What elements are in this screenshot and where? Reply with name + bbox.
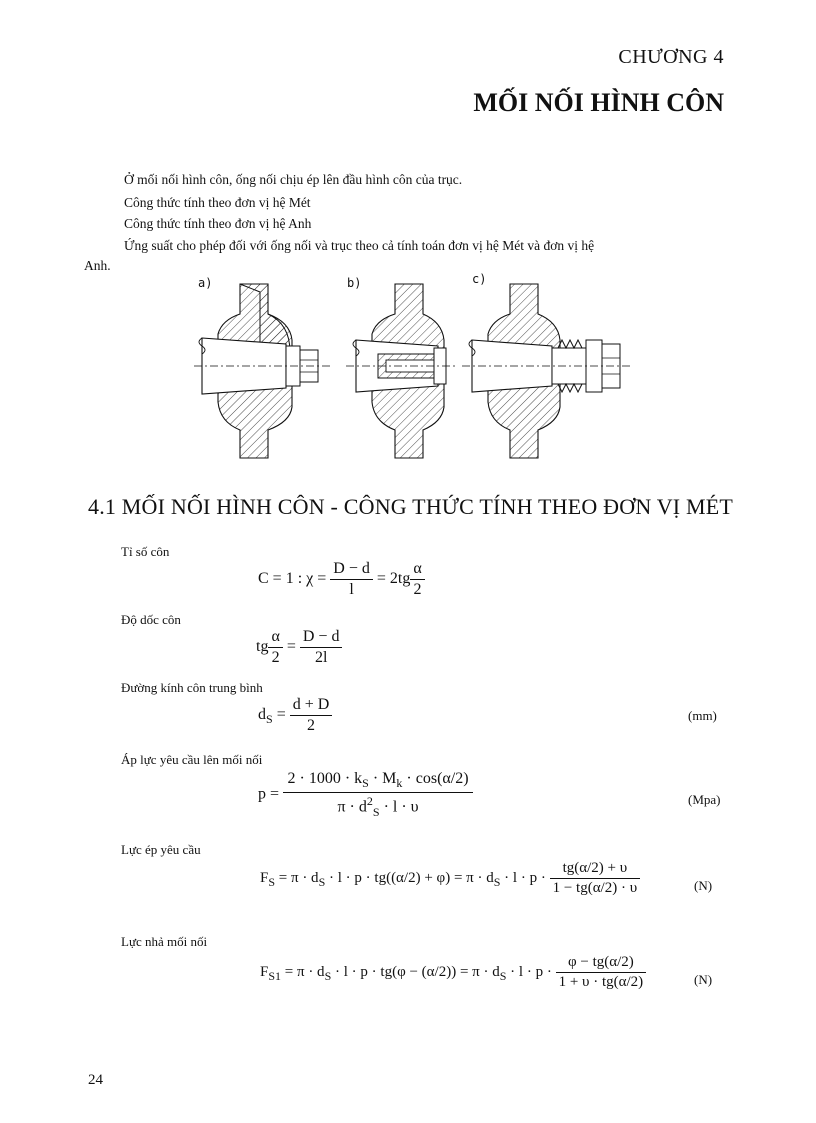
pressure-label: Áp lực yêu cầu lên mối nối bbox=[121, 752, 263, 767]
press-force-formula: $F_S = \pi \cdot d_S \cdot l \cdot p \cdot tg((\alpha/2) + \varphi) = \pi \cdot d_S \cdot l \cdot p$ · $\frac{tg(\alpha/2) + \upsilon}{1 - tg(\alpha/2) \cdot \upsilon}$ bbox=[260, 860, 640, 897]
pressure-unit: (Mpa) bbox=[688, 792, 721, 807]
intro-line-3: Công thức tính theo đơn vị hệ Anh bbox=[124, 216, 312, 231]
intro-line-4: Ứng suất cho phép đối với ống nối và trục theo cả tính toán đơn vị hệ Mét và đơn vị hệ bbox=[124, 238, 595, 253]
release-force-label: Lực nhả mối nối bbox=[121, 934, 208, 949]
figure-b-drawing bbox=[346, 284, 458, 458]
slope-label: Độ dốc côn bbox=[121, 612, 181, 627]
pressure-formula: p = $\frac{2 \cdot 1000 \cdot k_S \cdot M_k \cdot \cos(\alpha/2)}{\pi \cdot d^2_S \cdot l \cdot \upsilon}$ bbox=[258, 770, 473, 820]
release-force-unit: (N) bbox=[694, 972, 713, 987]
mean-diameter-formula: $d_S$ = $\frac{d + D}{2}$ bbox=[258, 696, 332, 735]
press-force-unit: (N) bbox=[694, 878, 713, 893]
chapter-title: MỐI NỐI HÌNH CÔN bbox=[473, 88, 724, 117]
taper-ratio-label: Tỉ số côn bbox=[121, 544, 170, 559]
section-heading: 4.1 MỐI NỐI HÌNH CÔN - CÔNG THỨC TÍNH THEO ĐƠN VỊ MÉT bbox=[88, 494, 734, 519]
chapter-number: CHƯƠNG 4 bbox=[618, 46, 724, 68]
coupling-figure bbox=[180, 262, 640, 472]
intro-line-1: Ở mối nối hình côn, ống nối chịu ép lên đầu hình côn của trục. bbox=[124, 172, 463, 187]
taper-ratio-formula: C = 1 : χ = $\frac{D - d}{l}$ = 2tg $\frac{\alpha}{2}$ bbox=[258, 560, 425, 599]
mean-diameter-unit: (mm) bbox=[688, 708, 717, 723]
intro-line-5: Anh. bbox=[84, 258, 111, 273]
press-force-label: Lực ép yêu cầu bbox=[121, 842, 201, 857]
figure-label-b: b) bbox=[347, 276, 362, 290]
release-force-formula: $F_{S1} = \pi \cdot d_S \cdot l \cdot p \cdot tg(\varphi - (\alpha/2)) = \pi \cdot d_S \cdot l \cdot p$ · $\frac{\varphi - tg(\alpha/2)}{1 + \upsilon \cdot tg(\alpha/2)}$ bbox=[260, 954, 646, 991]
figure-label-c: c) bbox=[472, 272, 487, 286]
figure-a-drawing bbox=[194, 284, 330, 458]
slope-formula: tg $\frac{\alpha}{2}$ = $\frac{D - d}{2l}$ bbox=[256, 628, 342, 667]
intro-line-2: Công thức tính theo đơn vị hệ Mét bbox=[124, 195, 311, 210]
page-number: 24 bbox=[88, 1072, 103, 1088]
mean-diameter-label: Đường kính côn trung bình bbox=[121, 680, 263, 695]
figure-label-a: a) bbox=[198, 276, 213, 290]
figure-c-drawing bbox=[462, 284, 632, 458]
